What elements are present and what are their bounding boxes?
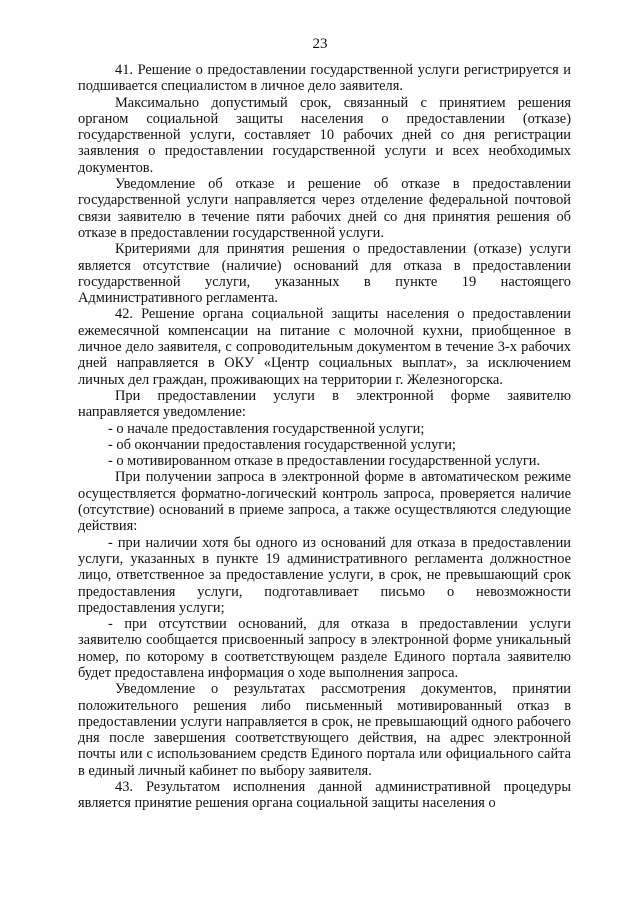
paragraph-43: 43. Результатом исполнения данной административной процедуры является принятие решения органа социальной защиты населения о bbox=[78, 779, 571, 812]
list-item-grounds-present: - при наличии хотя бы одного из оснований для отказа в предоставлении услуги, указанных в пункте 19 административного регламента должностное лицо, ответственное за предоставление услуги, в срок, не превышающий срок предоставления услуги, подготавливает письмо о невозможности предоставления услуги; bbox=[78, 534, 571, 616]
paragraph-42: 42. Решение органа социальной защиты населения о предоставлении ежемесячной компенсации на питание с молочной кухни, приобщенное в личное дело заявителя, с сопроводительным документом в течение 3-х рабочих дней направляется в ОКУ «Центр социальных выплат», за исключением личных дел граждан, проживающих на территории г. Железногорска. bbox=[78, 306, 571, 388]
list-item-start: - о начале предоставления государственной услуги; bbox=[108, 420, 425, 437]
paragraph-electronic-notice: При предоставлении услуги в электронной форме заявителю направляется уведомление: bbox=[78, 387, 571, 421]
paragraph-results-notice: Уведомление о результатах рассмотрения документов, принятии положительного решения либо письменный мотивированный отказ в предоставлении услуги направляется в срок, не превышающий одного рабочего дня после завершения соответствующего действия, на адрес электронной почты или с использованием средств Единого портала или официального сайта в единый личный кабинет по выбору заявителя. bbox=[78, 681, 571, 779]
paragraph-refusal-notice: Уведомление об отказе и решение об отказе в предоставлении государственной услуги направляется через отделение федеральной почтовой связи заявителю в течение пяти рабочих дней со дня принятия решения об отказе в предоставлении государственной услуги. bbox=[78, 176, 571, 241]
paragraph-max-term: Максимально допустимый срок, связанный с принятием решения органом социальной защиты населения о предоставлении (отказе) государственной услуги, составляет 10 рабочих дней со дня регистрации заявления о предоставлении государственной услуги и всех необходимых документов. bbox=[78, 94, 571, 176]
page-number: 23 bbox=[312, 36, 328, 52]
document-body bbox=[78, 62, 571, 812]
paragraph-41: 41. Решение о предоставлении государственной услуги регистрируется и подшивается специалистом в личное дело заявителя. bbox=[78, 62, 571, 95]
list-item-grounds-absent: - при отсутствии оснований, для отказа в предоставлении услуги заявителю сообщается присвоенный запросу в электронной форме уникальный номер, по которому в соответствующем разделе Единого портала заявителю будет предоставлена информация о ходе выполнения запроса. bbox=[78, 616, 571, 681]
list-item-end: - об окончании предоставления государственной услуги; bbox=[108, 436, 456, 453]
list-item-refusal: - о мотивированном отказе в предоставлении государственной услуги. bbox=[108, 453, 541, 470]
paragraph-criteria: Критериями для принятия решения о предоставлении (отказе) услуги является отсутствие (наличие) оснований для отказа в предоставлении государственной услуги, указанных в пункте 19 настоящего Административного регламента. bbox=[78, 241, 571, 307]
paragraph-electronic-request: При получении запроса в электронной форме в автоматическом режиме осуществляется форматно-логический контроль запроса, проверяется наличие (отсутствие) оснований в приеме запроса, а также осуществляются следующие действия: bbox=[78, 469, 571, 535]
